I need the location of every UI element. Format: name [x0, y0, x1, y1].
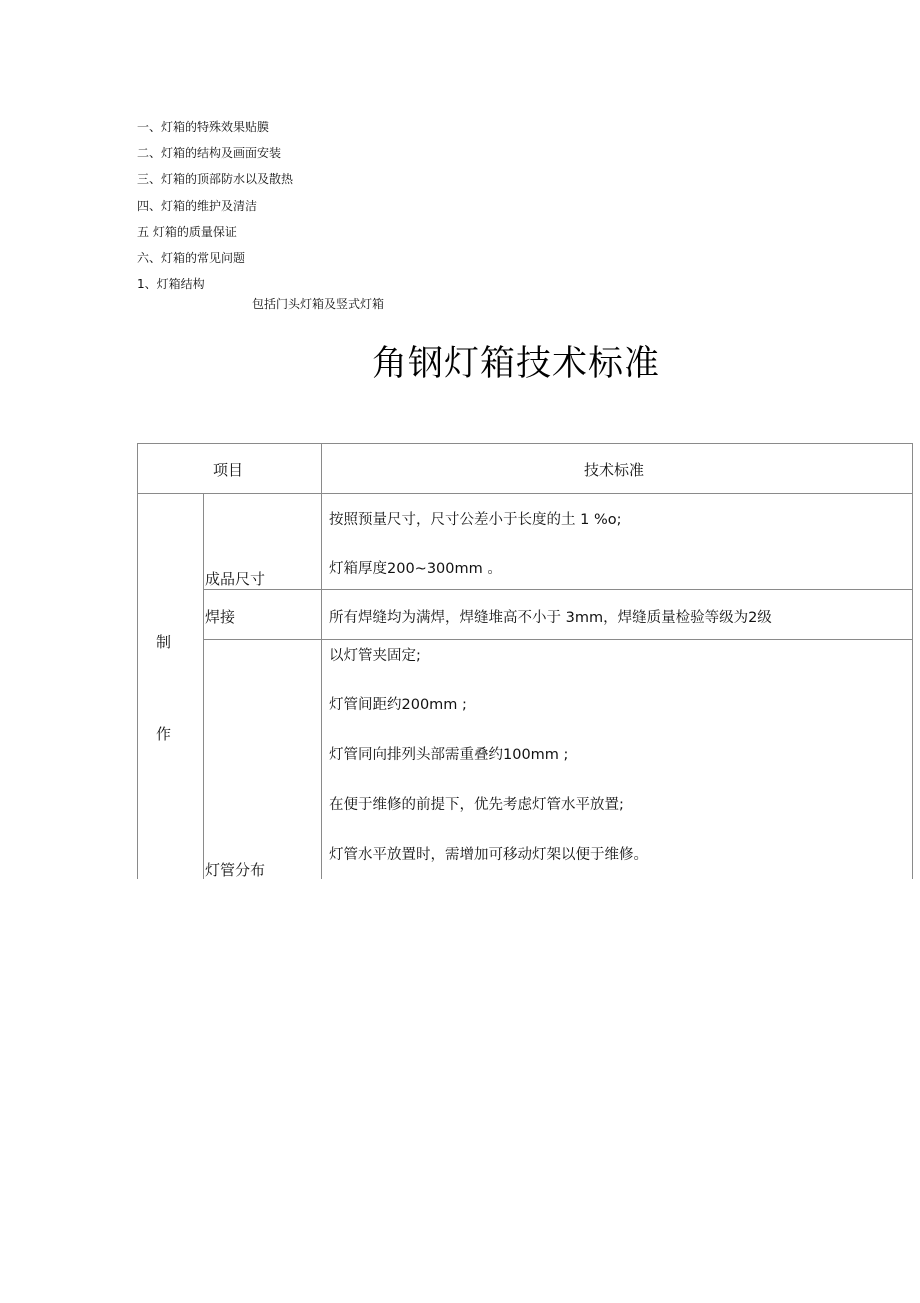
group-divider	[203, 493, 204, 879]
toc-item: 五 灯箱的质量保证	[137, 224, 237, 239]
toc-item: 二、灯箱的结构及画面安装	[137, 146, 282, 161]
scope-note: 包括门头灯箱及竖式灯箱	[252, 297, 385, 311]
table-of-contents	[137, 114, 293, 297]
row-name-welding: 焊接	[205, 608, 236, 626]
standard-line: 所有焊缝均为满焊，焊缝堆高不小于 3mm，焊缝质量检验等级为2级	[329, 610, 772, 626]
standard-line: 灯管水平放置时，需增加可移动灯架以便于维修。	[329, 847, 648, 863]
column-divider	[321, 443, 322, 879]
standard-line: 灯管同向排列头部需重叠约100mm ;	[329, 747, 569, 763]
standard-line: 以灯管夹固定;	[329, 648, 421, 664]
table-border-right	[912, 443, 913, 879]
toc-item: 三、灯箱的顶部防水以及散热	[137, 172, 294, 187]
toc-item: 1、灯箱结构	[137, 277, 205, 292]
table-border-top	[137, 443, 913, 444]
row-divider	[203, 589, 913, 590]
standard-line: 灯管间距约200mm ;	[329, 697, 467, 713]
standard-line: 按照预量尺寸，尺寸公差小于长度的土 1 %o;	[329, 512, 622, 528]
standard-line: 在便于维修的前提下，优先考虑灯管水平放置;	[329, 797, 624, 813]
table-border-left	[137, 443, 138, 879]
header-item: 项目	[213, 461, 244, 479]
group-label-char: 制	[156, 633, 172, 651]
row-name-tube-layout: 灯管分布	[205, 861, 266, 879]
document-title: 角钢灯箱技术标准	[372, 344, 661, 384]
toc-item: 六、灯箱的常见问题	[137, 250, 246, 265]
toc-item: 一、灯箱的特殊效果贴膜	[137, 120, 270, 134]
header-divider	[137, 493, 913, 494]
group-label-char: 作	[156, 725, 172, 743]
standards-table	[137, 443, 913, 879]
header-standard: 技术标准	[584, 461, 645, 479]
standard-line: 灯箱厚度200~300mm 。	[329, 561, 502, 577]
row-name-size: 成品尺寸	[205, 570, 266, 588]
row-divider	[203, 639, 913, 640]
toc-item: 四、灯箱的维护及清洁	[137, 198, 258, 213]
